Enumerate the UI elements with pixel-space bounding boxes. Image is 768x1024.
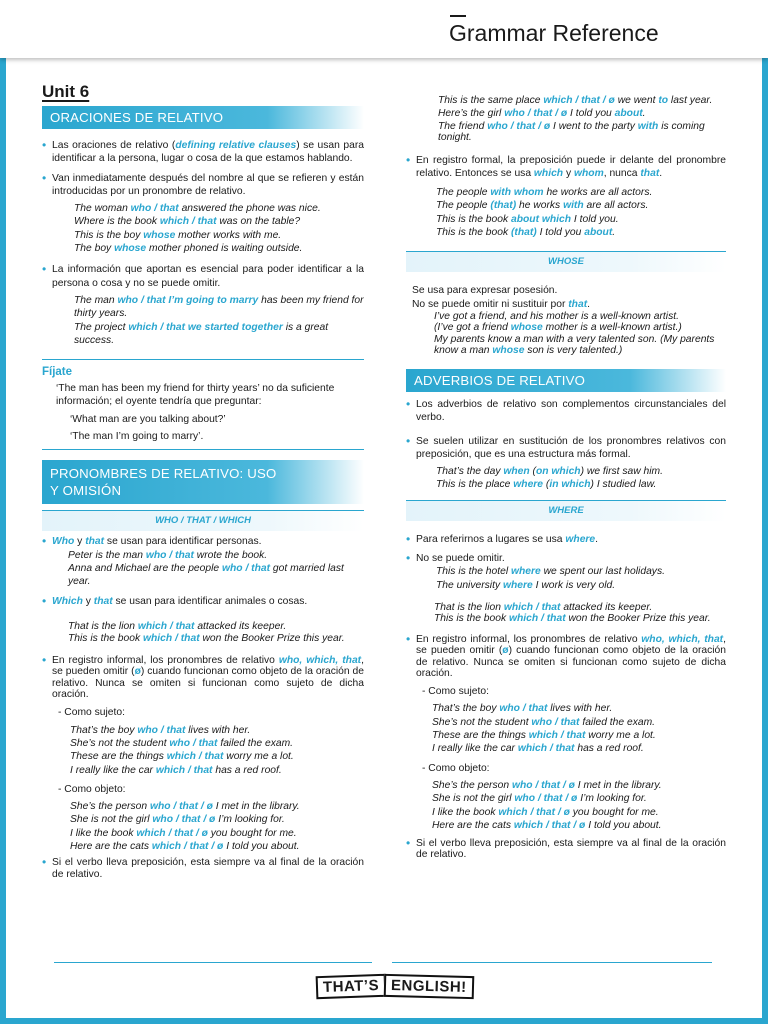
example-line: This is the book (that) I told you about. xyxy=(436,227,616,239)
como-sujeto-label: - Como sujeto: xyxy=(58,707,125,719)
example-line: (I’ve got a friend whose mother is a well-known artist.) xyxy=(434,322,682,334)
example-line: This is the book which / that won the Booker Prize this year. xyxy=(68,633,345,645)
bullet-who-that: • Who y that se usan para identificar personas. xyxy=(42,535,364,548)
bullet-preposicion: • Si el verbo lleva preposición, esta siempre va al final de la oración de relativo. xyxy=(42,857,364,880)
fijate-title: Fíjate xyxy=(42,366,73,379)
bullet-informal: • En registro informal, los pronombres de relativo who, which, that, se pueden omitir (ø) cuando funcionan como objeto de la oración de relativo. Nunca se omiten si funcionan como sujeto de dicha oración. xyxy=(42,655,364,700)
examples-where xyxy=(406,565,726,592)
example-line: This is the same place which / that / ø we went to last year. xyxy=(438,95,713,106)
example-line: She’s not the student who / that failed the exam. xyxy=(432,716,656,728)
bullet-which-that: • Which y that se usan para identificar animales o cosas. xyxy=(42,595,364,608)
footer-rule-right xyxy=(392,962,712,963)
bullet-where-1: • Para referirnos a lugares se usa where. xyxy=(406,533,726,546)
right-column xyxy=(406,94,726,861)
examples-adverbios xyxy=(406,465,726,492)
example-line: This is the hotel where we spent our last holidays. xyxy=(436,566,665,578)
example-line: I really like the car which / that has a red roof. xyxy=(70,764,282,776)
example-line: These are the things which / that worry me a lot. xyxy=(432,730,656,742)
bullet-formal: • En registro formal, la preposición puede ir delante del pronombre relativo. Entonces se usa which y whom, nunca that. xyxy=(406,154,726,181)
como-sujeto-label: - Como sujeto: xyxy=(422,686,489,698)
examples-whose xyxy=(406,311,726,357)
example-line: The woman who / that answered the phone was nice. xyxy=(74,203,321,215)
subsection-where: WHERE xyxy=(406,500,726,521)
fijate-answer: ‘The man I’m going to marry’. xyxy=(70,431,204,443)
footer-rule-left xyxy=(54,962,372,963)
logo-word-1: THAT’S xyxy=(316,973,387,998)
example-line: That’s the boy who / that lives with her. xyxy=(70,724,251,736)
example-line: My parents know a man with a very talented son. (My parents know a man whose son is very talented.) xyxy=(434,333,715,357)
examples-where-2 xyxy=(406,602,726,626)
example-line: Here’s the girl who / that / ø I told you about. xyxy=(438,108,646,120)
example-line: She is not the girl who / that / ø I’m looking for. xyxy=(70,814,285,826)
page-header xyxy=(0,0,768,58)
bullet-adverbios-2: • Se suelen utilizar en sustitución de los pronombres relativos con preposición, que es una estructura más formal. xyxy=(406,435,726,462)
section-title-oraciones: ORACIONES DE RELATIVO xyxy=(42,106,364,129)
left-column xyxy=(42,72,364,880)
example-line: This is the book which / that won the Booker Prize this year. xyxy=(434,613,711,625)
como-objeto-label: - Como objeto: xyxy=(58,783,126,795)
example-line: I like the book which / that / ø you bought for me. xyxy=(70,827,297,839)
bullet-adverbios-1: • Los adverbios de relativo son complementos circunstanciales del verbo. xyxy=(406,398,726,425)
examples-preposition xyxy=(406,94,726,144)
example-line: The friend who / that / ø I went to the party with is coming tonight. xyxy=(438,120,705,144)
example-line: This is the boy whose mother works with me. xyxy=(74,229,282,241)
example-line: Peter is the man who / that wrote the book. xyxy=(68,549,268,561)
example-line: She’s the person who / that / ø I met in the library. xyxy=(70,801,300,813)
example-line: That is the lion which / that attacked its keeper. xyxy=(68,620,287,632)
example-line: Where is the book which / that was on the table? xyxy=(74,216,301,228)
fijate-question: ‘What man are you talking about?’ xyxy=(70,413,226,425)
example-line: That is the lion which / that attacked its keeper. xyxy=(434,601,653,613)
examples-oraciones-1 xyxy=(42,202,364,255)
example-line: These are the things which / that worry me a lot. xyxy=(70,751,294,763)
example-line: I like the book which / that / ø you bought for me. xyxy=(432,806,659,818)
example-line: The boy whose mother phoned is waiting outside. xyxy=(74,243,303,255)
como-objeto-label: - Como objeto: xyxy=(422,762,490,774)
example-line: Here are the cats which / that / ø I told you about. xyxy=(70,840,300,852)
example-line: The man who / that I’m going to marry has been my friend for thirty years. xyxy=(74,294,364,320)
example-line: This is the book about which I told you. xyxy=(436,213,619,225)
thats-english-logo xyxy=(316,974,474,998)
example-line: Here are the cats which / that / ø I told you about. xyxy=(432,819,662,831)
example-line: She’s the person who / that / ø I met in the library. xyxy=(432,779,662,791)
example-line: The people with whom he works are all actors. xyxy=(436,187,653,199)
bullet-where-2: • No se puede omitir. xyxy=(406,552,726,565)
subsection-who-that-which: WHO / THAT / WHICH xyxy=(42,510,364,531)
page-border-left xyxy=(0,0,6,1024)
page-border-right xyxy=(762,0,768,1024)
subsection-whose: WHOSE xyxy=(406,251,726,272)
example-line: Anna and Michael are the people who / that got married last year. xyxy=(68,562,344,588)
examples-sujeto xyxy=(42,724,364,777)
example-line: That’s the boy who / that lives with her. xyxy=(432,703,613,715)
whose-text: Se usa para expresar posesión. xyxy=(412,285,558,297)
example-line: She is not the girl who / that / ø I’m looking for. xyxy=(432,793,647,805)
fijate-text: ‘The man has been my friend for thirty years’ no da suficiente información; el oyente tendría que preguntar: xyxy=(56,383,335,408)
examples-sujeto-right xyxy=(406,702,726,755)
example-line: She’s not the student who / that failed the exam. xyxy=(70,737,294,749)
example-line: That’s the day when (on which) we first saw him. xyxy=(436,466,663,478)
section-title-adverbios: ADVERBIOS DE RELATIVO xyxy=(406,369,726,392)
example-line: I’ve got a friend, and his mother is a well-known artist. xyxy=(434,310,679,322)
page-border-bottom xyxy=(0,1018,768,1024)
bullet-informal-right: • En registro informal, los pronombres de relativo who, which, that, se pueden omitir (ø) cuando funcionan como objeto de la oración de relativo. Nunca se omiten si funcionan como sujeto de dicha oración. xyxy=(406,634,726,679)
bullet-oraciones-3: • La información que aportan es esencial para poder identificar a la persona o cosa y no se puede omitir. xyxy=(42,263,364,290)
example-line: The university where I work is very old. xyxy=(436,579,616,591)
header-mark xyxy=(450,15,466,17)
bullet-oraciones-2: • Van inmediatamente después del nombre al que se refieren y están introducidas por un pronombre de relativo. xyxy=(42,172,364,199)
bullet-oraciones-1: • Las oraciones de relativo (defining relative clauses) se usan para identificar a la persona, lugar o cosa de la que estamos hablando. xyxy=(42,139,364,166)
example-line: I really like the car which / that has a red roof. xyxy=(432,743,644,755)
whose-text-2: No se puede omitir ni sustituir por that. xyxy=(412,298,590,310)
examples-objeto xyxy=(42,800,364,853)
example-line: The project which / that we started together is a great success. xyxy=(74,321,329,346)
example-line: The people (that) he works with are all actors. xyxy=(436,200,649,212)
examples-oraciones-2 xyxy=(42,294,364,347)
examples-formal xyxy=(406,186,726,239)
logo-word-2: ENGLISH! xyxy=(384,973,474,998)
example-line: This is the place where (in which) I studied law. xyxy=(436,479,657,491)
bullet-preposicion-right: • Si el verbo lleva preposición, esta siempre va al final de la oración de relativo. xyxy=(406,838,726,861)
page-title: Grammar Reference xyxy=(449,20,659,46)
unit-title: Unit 6 xyxy=(42,82,90,101)
section-title-pronombres: PRONOMBRES DE RELATIVO: USO Y OMISIÓN xyxy=(42,460,364,504)
examples-objeto-right xyxy=(406,779,726,832)
